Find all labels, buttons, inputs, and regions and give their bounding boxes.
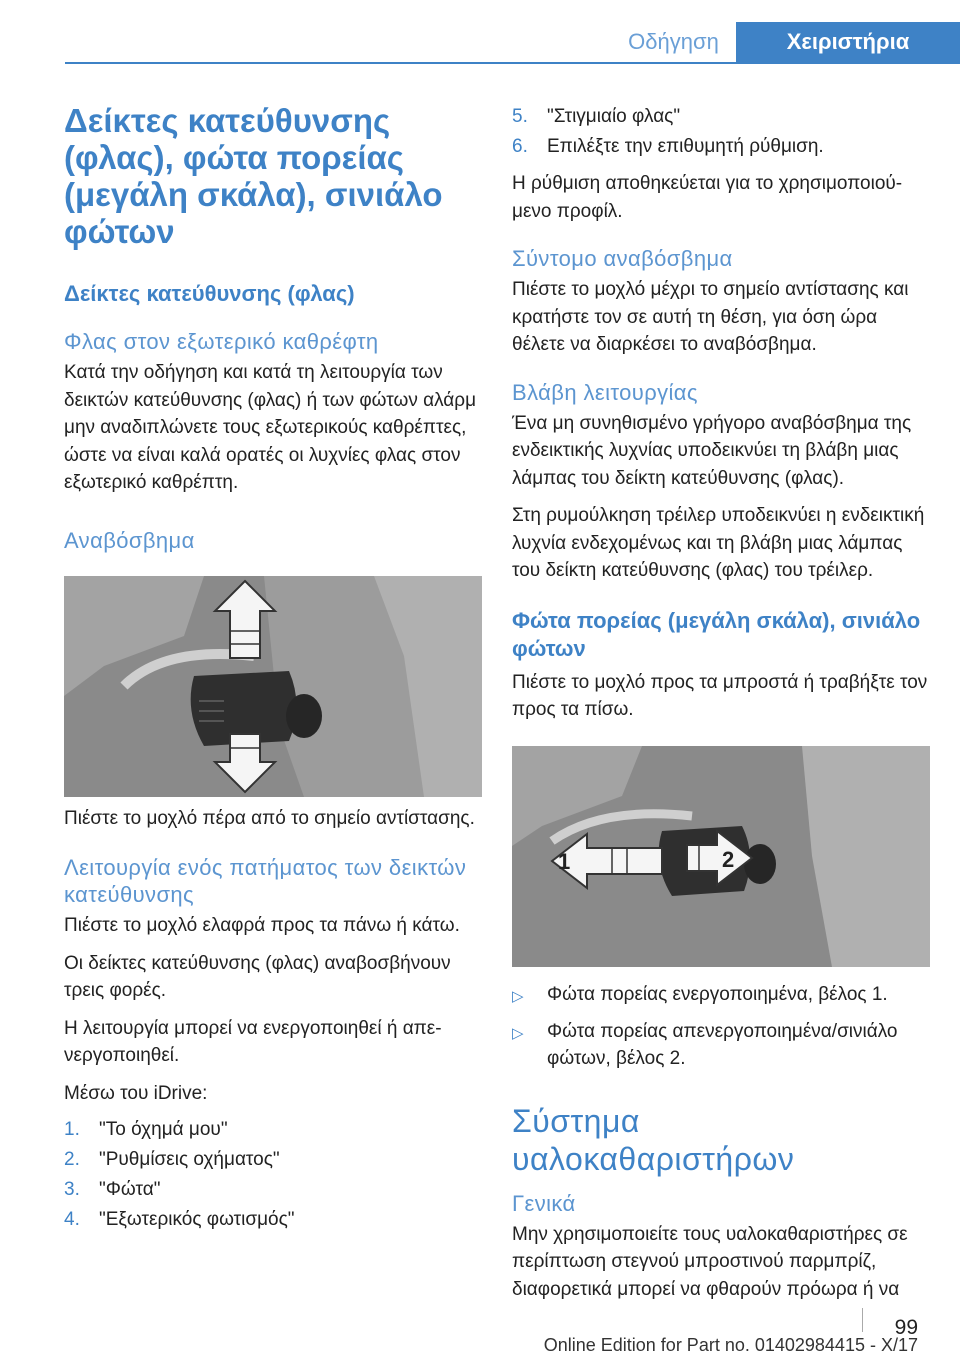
paragraph-single-2: Οι δείκτες κατεύθυνσης (φλας) αναβοσβήνουν τρεις φορές.: [64, 952, 451, 1001]
paragraph-fault-1: Ένα μη συνηθισμένο γρήγορο αναβόσβημα της ενδεικτικής λυχνίας υποδεικνύει τη βλάβη μιας λάμπας του δείκτη κατεύθυνσης (φλας).: [512, 412, 912, 489]
subheading-short-blink: Σύντομο αναβόσβημα: [512, 246, 733, 271]
footer-divider: [862, 1308, 863, 1332]
header-tabs: [611, 22, 960, 62]
arrow-label-2: 2: [722, 846, 735, 872]
paragraph-single-3: Η λειτουργία μπορεί να ενεργοποιηθεί ή απενεργοποιηθεί.: [64, 1017, 442, 1066]
left-column: [64, 90, 484, 1243]
triangle-bullet-icon: ▷: [512, 1024, 524, 1042]
list-item: ▷ Φώτα πορείας ενεργοποιημένα, βέλος 1.: [512, 981, 930, 1010]
triangle-bullet-icon: ▷: [512, 987, 524, 1005]
paragraph-high-beam: Πιέστε το μοχλό προς τα μπροστά ή τραβήξτε τον προς τα πίσω.: [512, 671, 928, 720]
paragraph-single-1: Πιέστε το μοχλό ελαφρά προς τα πάνω ή κάτω.: [64, 915, 460, 936]
list-item: 5. "Στιγμιαίο φλας": [512, 106, 681, 127]
paragraph-mirror: Κατά την οδήγηση και κατά τη λειτουργία των δεικτών κατεύθυνσης (φλας) ή των φώτων αλάρμ μην αναδιπλώνετε τους εξωτερικούς καθρέπτες, ώστε να είναι καλά ορατές οι λυχνίες φλας στον εξωτερικό καθρέπτη.: [64, 362, 477, 493]
paragraph-general: Μην χρησιμοποιείτε τους υαλοκαθαριστήρες σε περίπτωση στεγνού μπροστινού παρμπρίζ, διαφορετικά μπορεί να φθαρούν πρόωρα ή να: [512, 1223, 908, 1300]
arrow-label-1: 1: [558, 848, 571, 874]
tab-driving[interactable]: Οδήγηση: [611, 22, 736, 62]
section-heading-turn-signals: Δείκτες κατεύθυνσης (φλας): [64, 281, 355, 306]
steps-list-left: [64, 1117, 484, 1233]
paragraph-short-blink: Πιέστε το μοχλό μέχρι το σημείο αντίστασης και κρατήστε τον σε αυτή τη θέση, για όση ώρα θέλετε να διαρκέσει το αναβόσβημα.: [512, 279, 909, 355]
list-item: 6. Επιλέξτε την επιθυμητή ρύθμιση.: [512, 136, 824, 157]
paragraph-single-4: Μέσω του iDrive:: [64, 1082, 208, 1104]
page-title: Δείκτες κατεύθυνσης (φλας), φώτα πορείας (μεγάλη σκάλα), σινιάλο φώτων: [64, 102, 443, 250]
bullet-list: [512, 981, 930, 1072]
edition-note: Online Edition for Part no. 01402984415 - X/17: [543, 1335, 918, 1355]
header-divider: [65, 62, 960, 64]
subheading-general: Γενικά: [512, 1190, 576, 1216]
subheading-malfunction: Βλάβη λειτουργίας: [512, 379, 698, 405]
page-number: 99: [894, 1316, 918, 1339]
tab-controls[interactable]: Χειριστήρια: [736, 22, 960, 62]
paragraph-fault-2: Στη ρυμούλκηση τρέιλερ υποδεικνύει η ενδεικτική λυχνία ενδεχομένως και τη βλάβη μιας λάμπας του δείκτη κατεύθυνσης (φλας) του τρέιλερ.: [512, 505, 925, 581]
list-item: 3. "Φώτα": [64, 1179, 161, 1200]
list-item: 4. "Εξωτερικός φωτισμός": [64, 1209, 295, 1230]
steps-list-right: [512, 104, 930, 160]
figure-turn-signal-lever: [64, 576, 482, 797]
figure-high-beam-lever: [512, 746, 930, 967]
list-item: 1. "Το όχημά μου": [64, 1119, 228, 1140]
list-item: 2. "Ρυθμίσεις οχήματος": [64, 1149, 280, 1170]
section-title-wipers: Σύστημα υαλοκαθαριστήρων: [512, 1102, 795, 1177]
section-heading-high-beam: Φώτα πορείας (μεγάλη σκάλα), σινιάλο φώτων: [512, 607, 921, 661]
paragraph-blink: Πιέστε το μοχλό πέρα από το σημείο αντίστασης.: [64, 807, 475, 829]
list-item: ▷ Φώτα πορείας απενεργοποιημένα/σινιάλο φώτων, βέλος 2.: [512, 1018, 930, 1072]
paragraph-profile: Η ρύθμιση αποθηκεύεται για το χρησιμοποιούμενο προφίλ.: [512, 173, 903, 222]
right-column: [512, 104, 930, 1313]
subheading-single-press: Λειτουργία ενός πατήματος των δεικτών κατεύθυνσης: [64, 855, 467, 907]
subheading-mirror-signals: Φλας στον εξωτερικό καθρέφτη: [64, 329, 379, 354]
subheading-blinking: Αναβόσβημα: [64, 527, 195, 553]
